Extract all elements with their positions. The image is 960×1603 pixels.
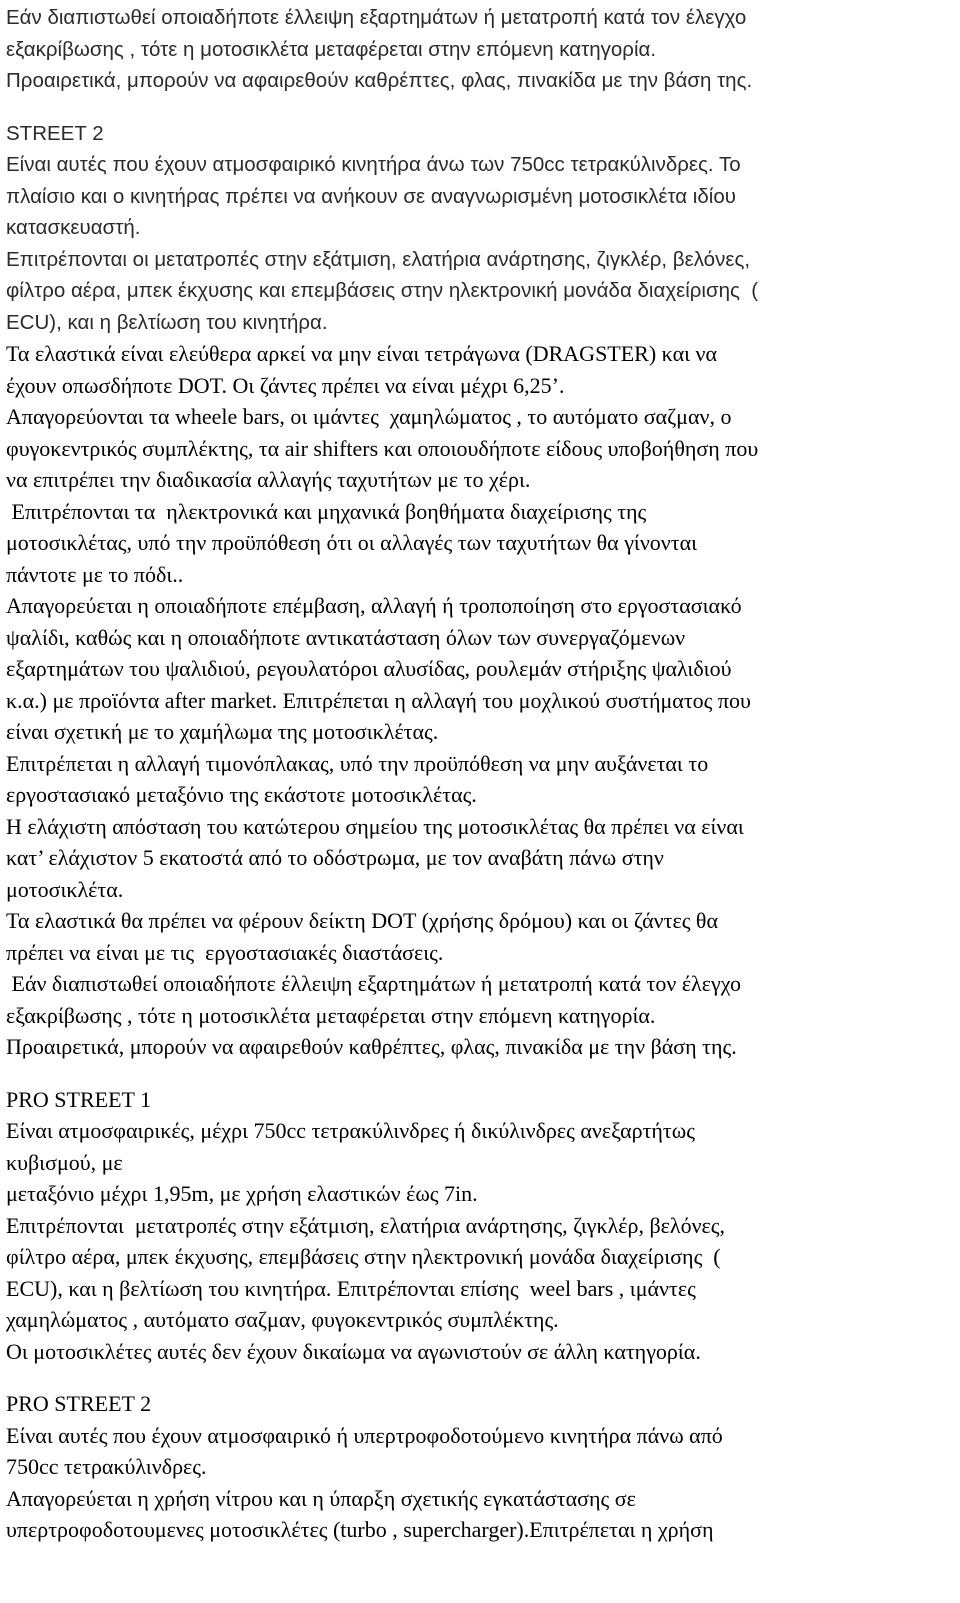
text-line: Εάν διαπιστωθεί οποιαδήποτε έλλειψη εξαρτημάτων ή μετατροπή κατά τον έλεγχο [6, 6, 747, 29]
text-line: είναι σχετική με το χαμήλωμα της μοτοσικλέτας. [6, 719, 439, 744]
paragraph-gap [6, 97, 956, 118]
text-line: Είναι αυτές που έχουν ατμοσφαιρικό κινητήρα άνω των 750cc τετρακύλινδρες. Το [6, 153, 741, 176]
text-line: Τα ελαστικά θα πρέπει να φέρουν δείκτη DOT (χρήσης δρόμου) και οι ζάντες θα [6, 908, 718, 933]
text-line: φίλτρο αέρα, μπεκ έκχυσης και επεμβάσεις στην ηλεκτρονική μονάδα διαχείρισης ( [6, 279, 759, 302]
text-line: να επιτρέπει την διαδικασία αλλαγής ταχυτήτων με το χέρι. [6, 467, 531, 492]
text-line: Προαιρετικά, μπορούν να αφαιρεθούν καθρέπτες, φλας, πινακίδα με την βάση της. [6, 69, 753, 92]
document-page [6, 0, 956, 1546]
text-line: εξακρίβωσης , τότε η μοτοσικλέτα μεταφέρεται στην επόμενη κατηγορία. [6, 1002, 656, 1028]
text-line: Εάν διαπιστωθεί οποιαδήποτε έλλειψη εξαρτημάτων ή μετατροπή κατά τον έλεγχο [6, 971, 741, 996]
text-line: μοτοσικλέτας, υπό την προϋπόθεση ότι οι αλλαγές των ταχυτήτων θα γίνονται [6, 530, 698, 555]
text-line: PRO STREET 1 [6, 1086, 152, 1112]
text-line: Είναι αυτές που έχουν ατμοσφαιρικό ή υπερτροφοδοτούμενο κινητήρα πάνω από [6, 1422, 723, 1448]
text-line: κατ’ ελάχιστον 5 εκατοστά από το οδόστρωμα, με τον αναβάτη πάνω στην [6, 845, 664, 870]
text-line: Επιτρέπεται η αλλαγή τιμονόπλακας, υπό την προϋπόθεση να μην αυξάνεται το [6, 750, 709, 776]
text-line: μοτοσικλέτα. [6, 876, 124, 902]
text-line: κατασκευαστή. [6, 216, 141, 239]
paragraph-gap [6, 1367, 956, 1388]
text-block [6, 118, 956, 339]
text-line: εργοστασιακό μεταξόνιο της εκάστοτε μοτοσικλέτας. [6, 782, 477, 807]
text-line: εξαρτημάτων του ψαλιδιού, ρεγουλατόροι αλυσίδας, ρουλεμάν στήριξης ψαλιδιού [6, 656, 732, 681]
text-line: ψαλίδι, καθώς και η οποιαδήποτε αντικατάσταση όλων των συνεργαζόμενων [6, 624, 686, 650]
text-line: Οι μοτοσικλέτες αυτές δεν έχουν δικαίωμα να αγωνιστούν σε άλλη κατηγορία. [6, 1338, 701, 1364]
text-line: πλαίσιο και ο κινητήρας πρέπει να ανήκουν σε αναγνωρισμένη μοτοσικλέτα ιδίου [6, 184, 736, 208]
text-line: Η ελάχιστη απόσταση του κατώτερου σημείου της μοτοσικλέτας θα πρέπει να είναι [6, 813, 744, 839]
text-line: φίλτρο αέρα, μπεκ έκχυσης, επεμβάσεις στην ηλεκτρονική μονάδα διαχείρισης ( [6, 1244, 721, 1269]
text-line: μεταξόνιο μέχρι 1,95m, με χρήση ελαστικών έως 7in. [6, 1181, 478, 1206]
text-line: έχουν οπωσδήποτε DOT. Οι ζάντες πρέπει να είναι μέχρι 6,25’. [6, 372, 565, 398]
paragraph-gap [6, 1063, 956, 1084]
text-line: πάντοτε με το πόδι.. [6, 561, 184, 587]
text-line: κ.α.) με προϊόντα after market. Επιτρέπεται η αλλαγή του μοχλικού συστήματος που [6, 687, 751, 713]
text-line: PRO STREET 2 [6, 1391, 152, 1416]
text-line: Απαγορεύεται η χρήση νίτρου και η ύπαρξη σχετικής εγκατάστασης σε [6, 1485, 636, 1511]
text-line: Επιτρέπονται οι μετατροπές στην εξάτμιση, ελατήρια ανάρτησης, ζιγκλέρ, βελόνες, [6, 247, 751, 271]
text-line: Απαγορεύονται τα wheele bars, οι ιμάντες χαμηλώματος , το αυτόματο σαζμαν, ο [6, 404, 732, 429]
text-line: Είναι ατμοσφαιρικές, μέχρι 750cc τετρακύλινδρες ή δικύλινδρες ανεξαρτήτως [6, 1118, 695, 1143]
text-line: Επιτρέπονται τα ηλεκτρονικά και μηχανικά βοηθήματα διαχείρισης της [6, 498, 647, 524]
text-line: ECU), και η βελτίωση του κινητήρα. Επιτρέπονται επίσης weel bars , ιμάντες [6, 1275, 696, 1301]
text-block [6, 1084, 956, 1368]
text-line: πρέπει να είναι με τις εργοστασιακές διαστάσεις. [6, 939, 444, 965]
text-line: φυγοκεντρικός συμπλέκτης, τα air shifters και οποιουδήποτε είδους υποβοήθηση που [6, 435, 759, 461]
text-block [6, 338, 956, 1063]
text-line: χαμηλώματος , αυτόματο σαζμαν, φυγοκεντρικός συμπλέκτης. [6, 1307, 559, 1332]
text-line: ECU), και η βελτίωση του κινητήρα. [6, 310, 328, 334]
text-line: Τα ελαστικά είναι ελεύθερα αρκεί να μην είναι τετράγωνα (DRAGSTER) και να [6, 341, 717, 366]
text-line: 750cc τετρακύλινδρες. [6, 1454, 207, 1479]
text-line: Προαιρετικά, μπορούν να αφαιρεθούν καθρέπτες, φλας, πινακίδα με την βάση της. [6, 1034, 737, 1059]
text-block [6, 2, 956, 97]
text-block [6, 1388, 956, 1546]
text-line: Απαγορεύεται η οποιαδήποτε επέμβαση, αλλαγή ή τροποποίηση στο εργοστασιακό [6, 593, 742, 618]
text-line: STREET 2 [6, 121, 104, 145]
text-line: εξακρίβωσης , τότε η μοτοσικλέτα μεταφέρεται στην επόμενη κατηγορία. [6, 37, 657, 61]
text-line: κυβισμού, με [6, 1149, 123, 1175]
text-line: υπερτροφοδοτουμενες μοτοσικλέτες (turbo , supercharger).Επιτρέπεται η χρήση [6, 1517, 714, 1542]
text-line: Επιτρέπονται μετατροπές στην εξάτμιση, ελατήρια ανάρτησης, ζιγκλέρ, βελόνες, [6, 1212, 725, 1238]
